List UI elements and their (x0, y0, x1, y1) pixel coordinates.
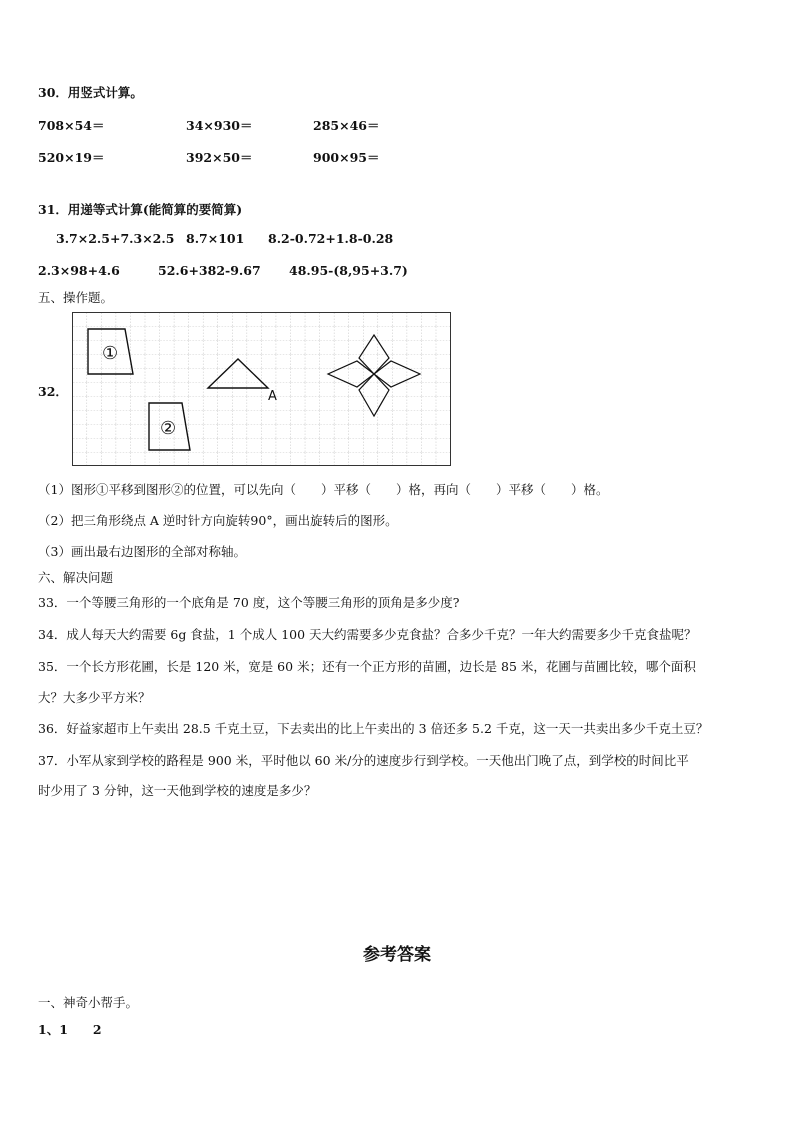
q34-text: 34．成人每天大约需要 6g 食盐，1 个成人 100 天大约需要多少克食盐？合多少千克？一年大约需要多少千克食盐呢？ (38, 627, 697, 642)
section-six-heading: 六、解决问题 (38, 570, 114, 585)
q32-grid-figure (72, 312, 451, 466)
q32-sub3: （3）画出最右边图形的全部对称轴。 (38, 544, 246, 559)
answers-section1: 一、神奇小帮手。 (38, 995, 139, 1010)
q37-line1: 37．小军从家到学校的路程是 900 米，平时他以 60 米/分的速度步行到学校。一天他出门晚了点，到学校的时间比平 (38, 753, 689, 768)
shape2-label: ② (160, 418, 177, 439)
q33-text: 33．一个等腰三角形的一个底角是 70 度，这个等腰三角形的顶角是多少度? (38, 595, 460, 610)
q32-number: 32． (38, 384, 68, 399)
q31-expr: 48.95-(8,95+3.7) (289, 263, 408, 278)
q37-line2: 时少用了 3 分钟，这一天他到学校的速度是多少？ (38, 783, 317, 798)
q31-expr: 2.3×98+4.6 (38, 263, 120, 278)
q30-expr: 285×46＝ (313, 118, 380, 133)
q30-expr: 520×19＝ (38, 150, 105, 165)
q32-sub1: （1）图形①平移到图形②的位置，可以先向（ ）平移（ ）格，再向（ ）平移（ ）格。 (38, 482, 609, 497)
q30-expr: 900×95＝ (313, 150, 380, 165)
q30-expr: 392×50＝ (186, 150, 253, 165)
section-five-heading: 五、操作题。 (38, 290, 114, 305)
q30-expr: 708×54＝ (38, 118, 105, 133)
q30-title: 30．用竖式计算。 (38, 85, 143, 100)
q31-title: 31．用递等式计算(能简算的要简算) (38, 202, 243, 217)
point-a-label: A (268, 389, 277, 404)
q31-expr: 3.7×2.5+7.3×2.5 (56, 231, 175, 246)
answers-title: 参考答案 (363, 945, 431, 965)
q31-expr: 52.6+382-9.67 (158, 263, 261, 278)
shape1-label: ① (102, 343, 119, 364)
answer-1: 1、1 2 (38, 1022, 102, 1037)
q35-line1: 35．一个长方形花圃，长是 120 米，宽是 60 米；还有一个正方形的苗圃，边长是 85 米，花圃与苗圃比较，哪个面积 (38, 659, 696, 674)
q32-sub2: （2）把三角形绕点 A 逆时针方向旋转90°，画出旋转后的图形。 (38, 513, 398, 528)
q36-text: 36．好益家超市上午卖出 28.5 千克土豆，下去卖出的比上午卖出的 3 倍还多 5.2 千克，这一天一共卖出多少千克土豆？ (38, 721, 709, 736)
q32-grid-svg (72, 312, 451, 466)
q31-expr: 8.7×101 (186, 231, 245, 246)
q30-expr: 34×930＝ (186, 118, 253, 133)
q31-expr: 8.2-0.72+1.8-0.28 (268, 231, 394, 246)
q35-line2: 大？大多少平方米？ (38, 690, 151, 705)
